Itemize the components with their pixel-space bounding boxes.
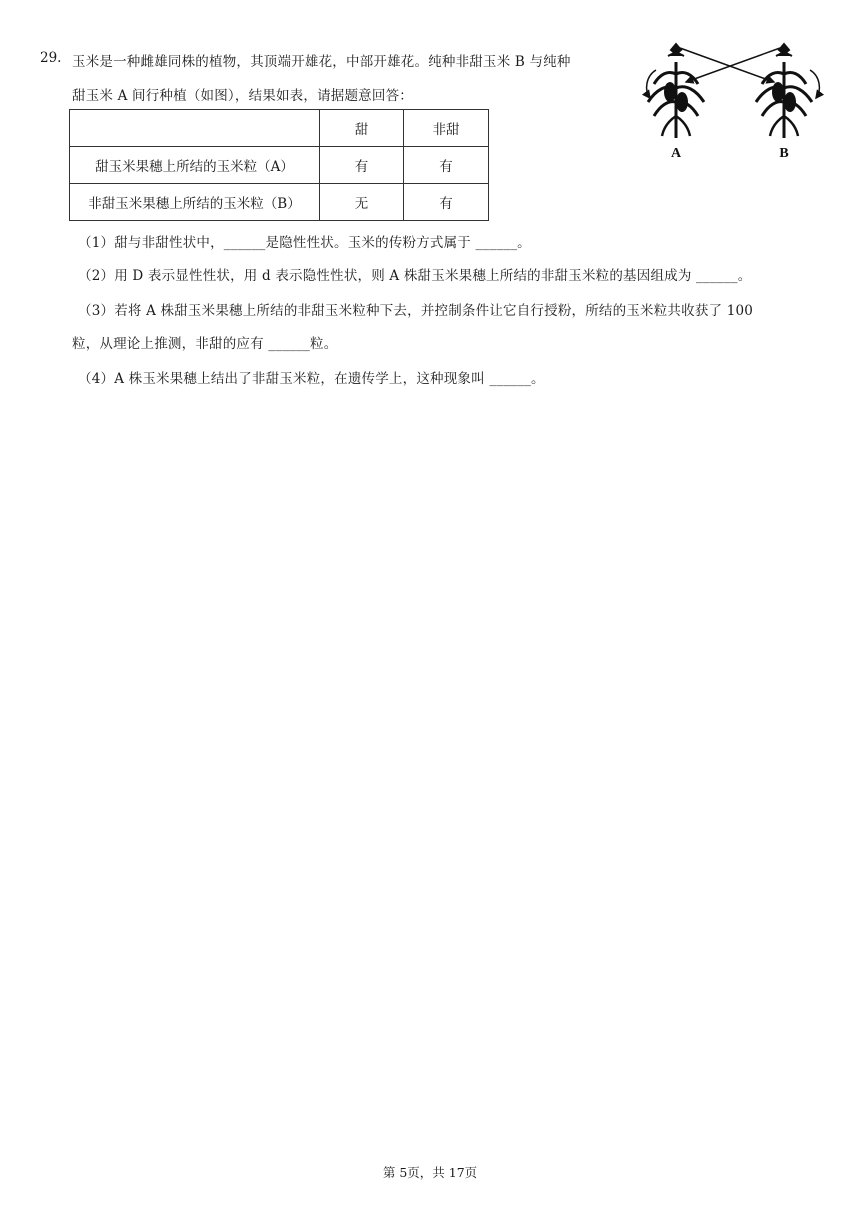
result-table <box>69 109 489 221</box>
table-header-cell <box>70 110 320 147</box>
plant-b-label: B <box>779 146 789 161</box>
subquestion-3-line2: 粒，从理论上推测，非甜的应有 ______粒。 <box>72 336 338 352</box>
corn-plant-a <box>647 44 704 138</box>
table-row <box>70 184 489 221</box>
table-header-cell: 非甜 <box>404 110 489 147</box>
table-row <box>70 147 489 184</box>
table-header-cell: 甜 <box>320 110 404 147</box>
subquestion-3-line1: （3）若将 A 株甜玉米果穗上所结的非甜玉米粒种下去，并控制条件让它自行授粉，所结的玉米粒共收获了 100 <box>78 303 754 319</box>
corn-plant-b <box>756 44 819 138</box>
subquestion-4: （4）A 株玉米果穗上结出了非甜玉米粒，在遗传学上，这种现象叫 ______。 <box>78 371 545 387</box>
table-header-row <box>70 110 489 147</box>
table-cell: 无 <box>320 184 404 221</box>
table-cell: 有 <box>404 147 489 184</box>
corn-plants-figure <box>638 40 828 164</box>
subquestion-1: （1）甜与非甜性状中，______是隐性性状。玉米的传粉方式属于 ______。 <box>78 235 531 251</box>
subquestion-2: （2）用 D 表示显性性状，用 d 表示隐性性状，则 A 株甜玉米果穗上所结的非甜玉米粒的基因组成为 ______。 <box>78 268 752 284</box>
plant-a-label: A <box>670 146 682 161</box>
table-cell: 有 <box>320 147 404 184</box>
question-stem-line1: 玉米是一种雌雄同株的植物，其顶端开雄花，中部开雄花。纯种非甜玉米 B 与纯种 <box>72 54 571 70</box>
question-stem-line2: 甜玉米 A 间行种植（如图），结果如表，请据题意回答： <box>72 88 413 104</box>
page-footer: 第 5页，共 17页 <box>382 1165 478 1180</box>
table-cell: 非甜玉米果穗上所结的玉米粒（B） <box>70 184 320 221</box>
table-cell: 甜玉米果穗上所结的玉米粒（A） <box>70 147 320 184</box>
question-number: 29. <box>40 50 62 66</box>
table-cell: 有 <box>404 184 489 221</box>
